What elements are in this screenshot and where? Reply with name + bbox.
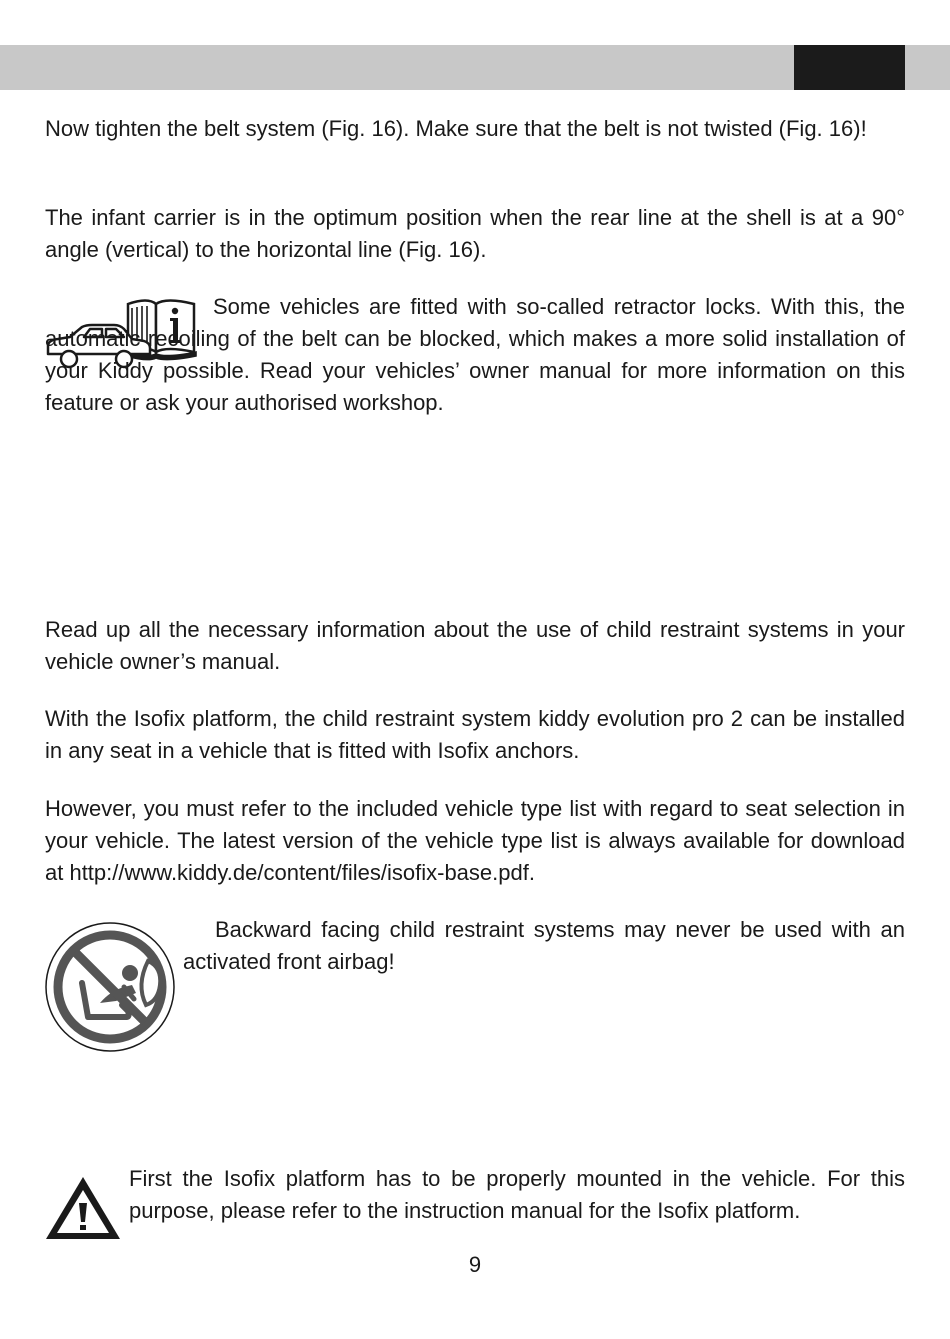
- page-number: 9: [468, 1252, 482, 1277]
- paragraph-vehicle-type-list: However, you must refer to the included vehicle type list with regard to seat selection in your vehicle. The latest version of the vehicle type list is always available for download at http://www.kiddy.de/content/files/isofix-base.pdf.: [45, 796, 905, 885]
- header-tab: [794, 45, 905, 90]
- paragraph-airbag-warning: Backward facing child restraint systems may never be used with an activated front airbag!: [183, 917, 905, 974]
- paragraph-optimum-position: The infant carrier is in the optimum position when the rear line at the shell is at a 90° angle (vertical) to the horizontal line (Fig. 16).: [45, 205, 905, 262]
- warning-triangle-icon: [44, 1175, 122, 1241]
- paragraph-isofix-platform: With the Isofix platform, the child restraint system kiddy evolution pro 2 can be installed in any seat in a vehicle that is fitted with Isofix anchors.: [45, 706, 905, 763]
- paragraph-read-manual: Read up all the necessary information about the use of child restraint systems in your vehicle owner’s manual.: [45, 617, 905, 674]
- paragraph-isofix-mounting: First the Isofix platform has to be properly mounted in the vehicle. For this purpose, please refer to the instruction manual for the Isofix platform.: [129, 1166, 905, 1223]
- paragraph-belt-tighten: Now tighten the belt system (Fig. 16). Make sure that the belt is not twisted (Fig. 16)!: [45, 116, 867, 141]
- no-airbag-prohibition-icon: [44, 921, 176, 1053]
- paragraph-retractor-locks: Some vehicles are fitted with so-called retractor locks. With this, the automatic recoiling of the belt can be blocked, which makes a more solid installation of your Kiddy possible. Read your vehicles’ owner manual for more information on this feature or ask your authorised workshop.: [45, 294, 905, 415]
